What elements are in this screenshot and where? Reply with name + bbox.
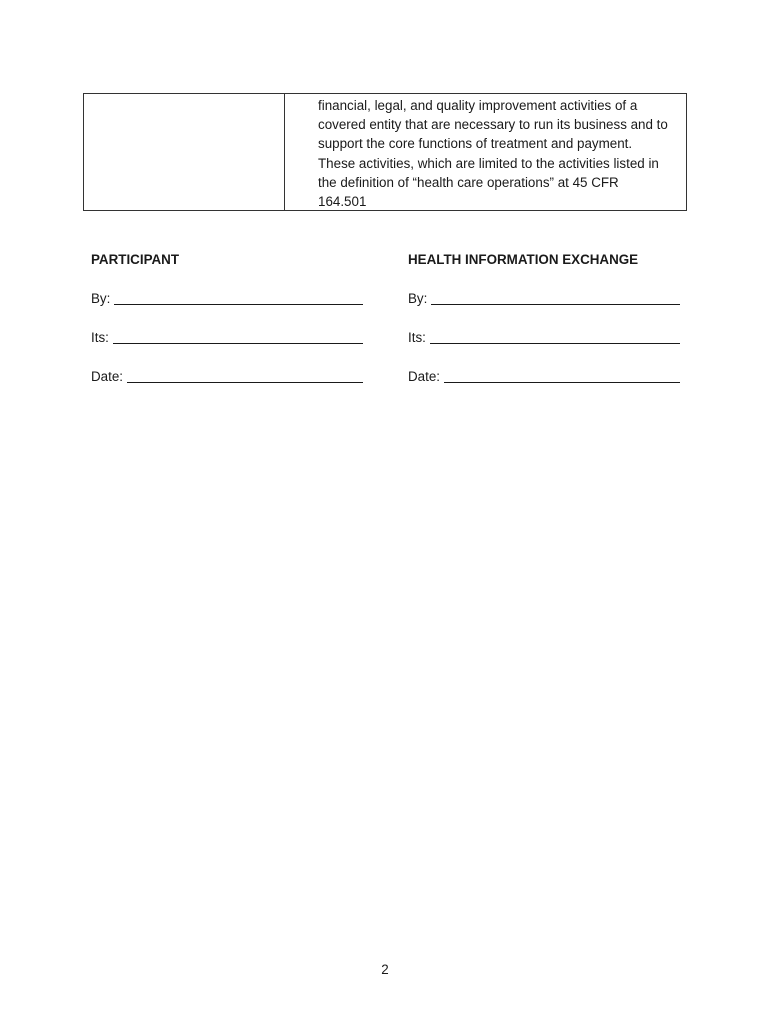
definition-term-cell (84, 94, 285, 210)
participant-date-label: Date: (91, 369, 124, 384)
exchange-date-row (408, 369, 680, 385)
exchange-by-signature-line[interactable] (431, 292, 680, 305)
page-number: 2 (381, 962, 389, 977)
exchange-heading: HEALTH INFORMATION EXCHANGE (408, 252, 639, 267)
participant-by-label: By: (91, 291, 111, 306)
definition-text-line: financial, legal, and quality improvement activities of a (318, 98, 638, 113)
exchange-by-label: By: (408, 291, 428, 306)
participant-its-line[interactable] (113, 331, 363, 344)
participant-by-row (91, 291, 363, 307)
definition-text-line: support the core functions of treatment and payment. (318, 136, 633, 152)
definition-text-line: These activities, which are limited to the activities listed in (318, 155, 659, 171)
participant-date-line[interactable] (127, 370, 363, 383)
participant-heading: PARTICIPANT (91, 252, 180, 267)
definition-table (83, 93, 687, 211)
definition-text-line: covered entity that are necessary to run its business and to (318, 117, 668, 133)
participant-its-row (91, 330, 363, 346)
exchange-its-row (408, 330, 680, 346)
participant-by-signature-line[interactable] (114, 292, 363, 305)
definition-text-cell (285, 94, 686, 210)
exchange-date-line[interactable] (444, 370, 680, 383)
exchange-date-label: Date: (408, 369, 441, 384)
definition-text-line: 164.501 (318, 194, 367, 210)
participant-date-row (91, 369, 363, 385)
participant-its-label: Its: (91, 330, 109, 345)
exchange-its-line[interactable] (430, 331, 680, 344)
exchange-by-row (408, 291, 680, 307)
definition-text-line: the definition of “health care operations” at 45 CFR (318, 174, 619, 190)
exchange-its-label: Its: (408, 330, 426, 345)
